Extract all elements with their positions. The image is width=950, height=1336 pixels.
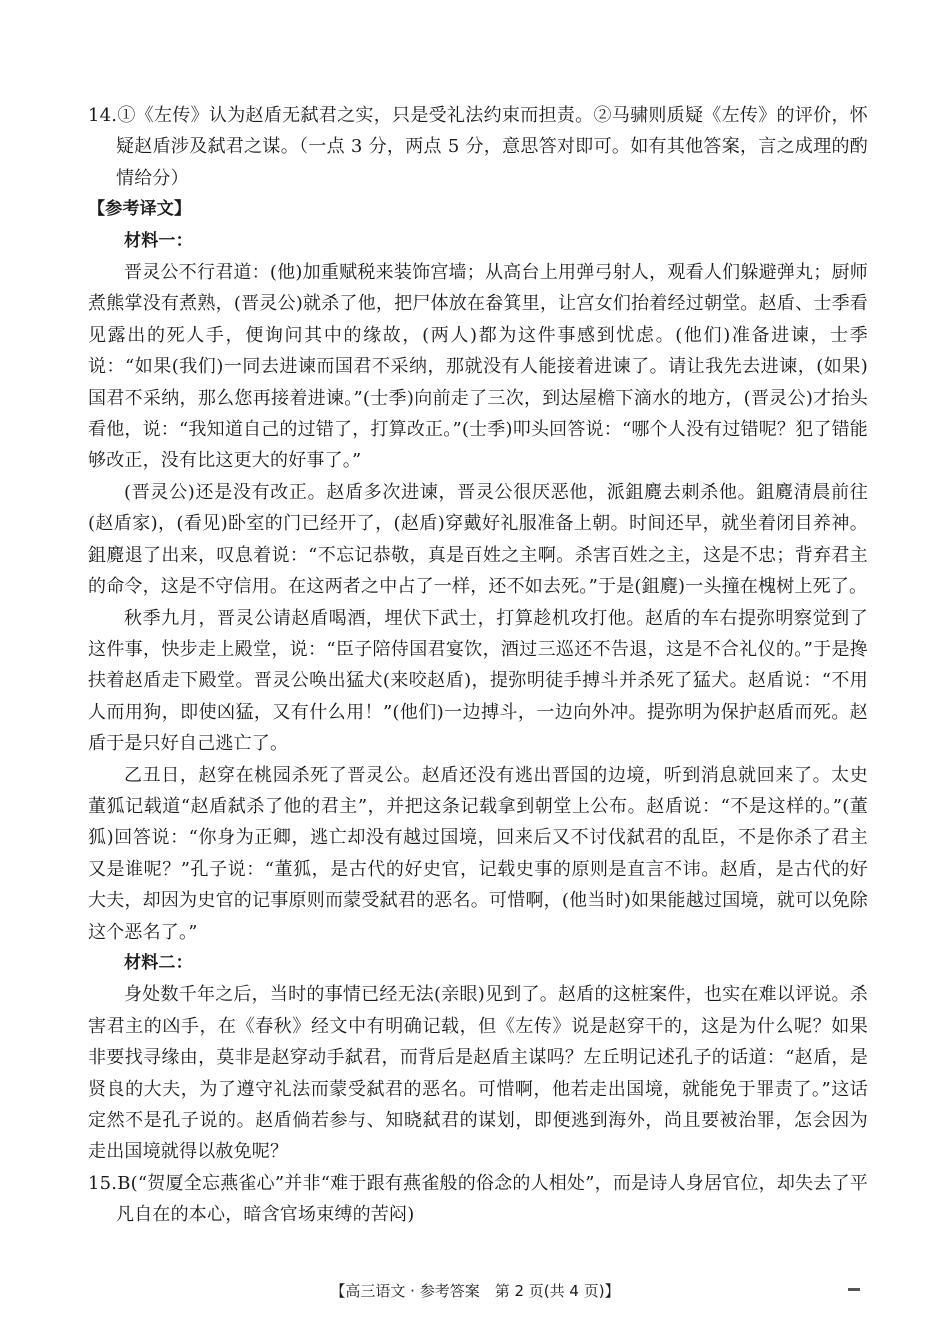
material-1-heading: 材料一： xyxy=(124,230,193,251)
material-1-paragraph: (晋灵公)还是没有改正。赵盾多次进谏，晋灵公很厌恶他，派鉏麑去刺杀他。鉏麑清晨前往(赵盾家)，(看见)卧室的门已经开了，(赵盾)穿戴好礼服准备上朝。时间还早，就坐着闭目养神。鉏麑退了出来，叹息着说：“不忘记恭敬，真是百姓之主啊。杀害百姓之主，这是不忠；背弃君主的命令，这是不守信用。在这两者之中占了一样，还不如去死。”于是(鉏麑)一头撞在槐树上死了。 xyxy=(88,481,868,598)
material-1-paragraph: 乙丑日，赵穿在桃园杀死了晋灵公。赵盾还没有逃出晋国的边境，听到消息就回来了。太史董狐记载道“赵盾弑杀了他的君主”，并把这条记载拿到朝堂上公布。赵盾说：“不是这样的。”(董狐)回答说：“你身为正卿，逃亡却没有越过国境，回来后又不讨伐弑君的乱臣，不是你杀了君主又是谁呢？”孔子说：“董狐，是古代的好史官，记载史事的原则是直言不讳。赵盾，是古代的好大夫，却因为史官的记事原则而蒙受弑君的恶名。可惜啊，(他当时)如果能越过国境，就可以免除这个恶名了。” xyxy=(88,764,868,943)
material-2-heading: 材料二： xyxy=(124,952,193,973)
material-1-paragraph: 晋灵公不行君道：(他)加重赋税来装饰宫墙；从高台上用弹弓射人，观看人们躲避弹丸；厨师煮熊掌没有煮熟，(晋灵公)就杀了他，把尸体放在畚箕里，让宫女们抬着经过朝堂。赵盾、士季看见露出的死人手，便询问其中的缘故，(两人)都为这件事感到忧虑。(他们)准备进谏，士季说：“如果(我们)一同去进谏而国君不采纳，那就没有人能接着进谏了。请让我先去进谏，(如果)国君不采纳，那么您再接着进谏。”(士季)向前走了三次，到达屋檐下滴水的地方，(晋灵公)才抬头看他，说：“我知道自己的过错了，打算改正。”(士季)叩头回答说：“哪个人没有过错呢？犯了错能够改正，没有比这更大的好事了。” xyxy=(88,262,868,472)
answer-15: 15.B(“贺厦全忘燕雀心”并非“难于跟有燕雀般的俗念的人相处”，而是诗人身居官位，却失去了平凡自在的本心，暗含官场束缚的苦闷) xyxy=(88,1172,868,1226)
footer-mark xyxy=(848,1288,860,1291)
material-2-paragraph: 身处数千年之后，当时的事情已经无法(亲眼)见到了。赵盾的这桩案件，也实在难以评说。杀害君主的凶手，在《春秋》经文中有明确记载，但《左传》说是赵穿干的，这是为什么呢？如果非要找寻缘由，莫非是赵穿动手弑君，而背后是赵盾主谋吗？左丘明记述孔子的话道：“赵盾，是贤良的大夫，为了遵守礼法而蒙受弑君的恶名。可惜啊，他若走出国境，就能免于罪责了。”这话定然不是孔子说的。赵盾倘若参与、知晓弑君的谋划，即便逃到海外，尚且要被治罪，怎会因为走出国境就得以赦免呢？ xyxy=(88,984,868,1163)
material-1-paragraph: 秋季九月，晋灵公请赵盾喝酒，埋伏下武士，打算趁机攻打他。赵盾的车右提弥明察觉到了这件事，快步走上殿堂，说：“臣子陪侍国君宴饮，酒过三巡还不告退，这是不合礼仪的。”于是搀扶着赵盾走下殿堂。晋灵公唤出猛犬(来咬赵盾)，提弥明徒手搏斗并杀死了猛犬。赵盾说：“不用人而用狗，即使凶猛，又有什么用！”(他们)一边搏斗，一边向外冲。提弥明为保护赵盾而死。赵盾于是只好自己逃亡了。 xyxy=(88,607,868,755)
page-footer: 【高三语文 · 参考答案 第 2 页(共 4 页)】 xyxy=(330,1282,620,1300)
translation-heading: 【参考译文】 xyxy=(88,199,192,220)
answer-14: 14.①《左传》认为赵盾无弑君之实，只是受礼法约束而担责。②马骕则质疑《左传》的评价，怀疑赵盾涉及弑君之谋。（一点 3 分，两点 5 分，意思答对即可。如有其他答案，言之成理的酌情给分） xyxy=(88,105,868,189)
page-content xyxy=(88,100,868,1231)
